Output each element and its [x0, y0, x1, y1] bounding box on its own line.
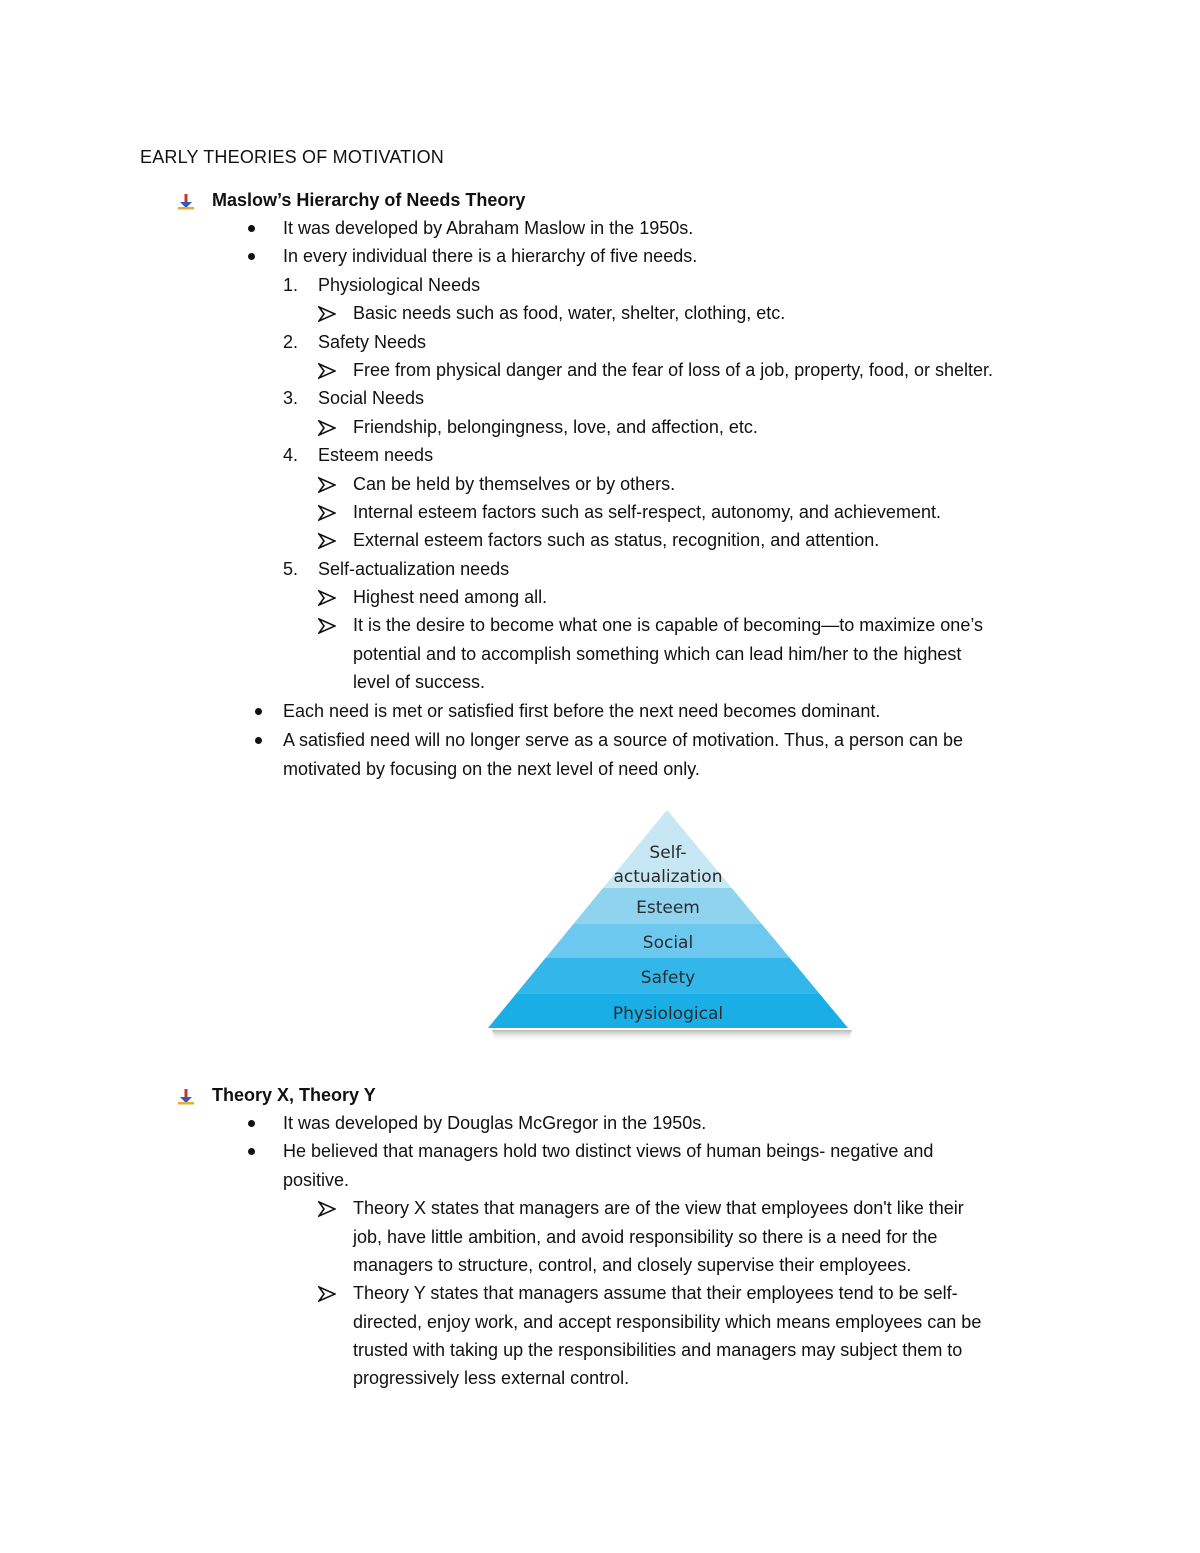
pyramid-label-self: Self-	[649, 843, 687, 863]
need-number: 5.	[283, 559, 299, 579]
need-point: It is the desire to become what one is capable of becoming—to maximize one’s	[353, 615, 983, 635]
need-number: 1.	[283, 275, 299, 295]
theory-point-continued: trusted with taking up the responsibilities and managers may subject them to	[353, 1340, 963, 1360]
need-label: Safety Needs	[318, 332, 427, 352]
list-item: It was developed by Abraham Maslow in the 1950s.	[283, 218, 694, 238]
bullet-icon	[255, 737, 262, 744]
theory-point: Theory X states that managers are of the view that employees don't like their	[353, 1198, 964, 1218]
bullet-icon	[248, 225, 255, 232]
need-point: Internal esteem factors such as self-respect, autonomy, and achievement.	[353, 502, 941, 522]
list-item: He believed that managers hold two distinct views of human beings- negative and	[283, 1141, 934, 1161]
need-point: Basic needs such as food, water, shelter, clothing, etc.	[353, 303, 786, 323]
need-number: 4.	[283, 445, 299, 465]
need-label: Self-actualization needs	[318, 559, 510, 579]
need-point: Free from physical danger and the fear of loss of a job, property, food, or shelter.	[353, 360, 994, 380]
need-point: Can be held by themselves or by others.	[353, 474, 676, 494]
list-item: It was developed by Douglas McGregor in the 1950s.	[283, 1113, 707, 1133]
arrow-bullet-icon	[318, 1285, 336, 1303]
list-item: A satisfied need will no longer serve as a source of motivation. Thus, a person can be	[283, 730, 964, 750]
theory-point: Theory Y states that managers assume that their employees tend to be self-	[353, 1283, 958, 1303]
list-item: Each need is met or satisfied first before the next need becomes dominant.	[283, 701, 881, 721]
need-label: Social Needs	[318, 388, 425, 408]
need-point-continued: potential and to accomplish something which can lead him/her to the highest	[353, 644, 962, 664]
pyramid-label-physiological: Physiological	[612, 1004, 724, 1024]
arrow-bullet-icon	[318, 305, 336, 323]
theory-point-continued: job, have little ambition, and avoid responsibility so there is a need for the	[353, 1227, 938, 1247]
need-label: Physiological Needs	[318, 275, 481, 295]
pyramid-label-actualization: actualization	[613, 867, 723, 887]
page-title: EARLY THEORIES OF MOTIVATION	[140, 147, 444, 167]
list-item-continued: positive.	[283, 1170, 350, 1190]
arrow-bullet-icon	[318, 362, 336, 380]
bullet-icon	[248, 1120, 255, 1127]
need-point: Highest need among all.	[353, 587, 548, 607]
need-label: Esteem needs	[318, 445, 434, 465]
need-number: 3.	[283, 388, 299, 408]
theory-point-continued: progressively less external control.	[353, 1368, 630, 1388]
maslow-pyramid-diagram	[478, 806, 856, 1046]
need-number: 2.	[283, 332, 299, 352]
need-point: External esteem factors such as status, recognition, and attention.	[353, 530, 880, 550]
pyramid-label-safety: Safety	[640, 968, 696, 988]
need-point: Friendship, belongingness, love, and affection, etc.	[353, 417, 758, 437]
need-point-continued: level of success.	[353, 672, 486, 692]
pyramid-label-social: Social	[642, 933, 694, 953]
section-arrow-icon	[176, 1087, 196, 1107]
arrow-bullet-icon	[318, 476, 336, 494]
arrow-bullet-icon	[318, 532, 336, 550]
theory-point-continued: directed, enjoy work, and accept responsibility which means employees can be	[353, 1312, 982, 1332]
theory-xy-heading: Theory X, Theory Y	[212, 1085, 376, 1105]
bullet-icon	[248, 253, 255, 260]
section-arrow-icon	[176, 192, 196, 212]
pyramid-label-esteem: Esteem	[636, 898, 700, 918]
arrow-bullet-icon	[318, 1200, 336, 1218]
theory-point-continued: managers to structure, control, and closely supervise their employees.	[353, 1255, 912, 1275]
pyramid-shadow	[492, 1030, 852, 1042]
arrow-bullet-icon	[318, 617, 336, 635]
list-item: In every individual there is a hierarchy of five needs.	[283, 246, 698, 266]
maslow-heading: Maslow’s Hierarchy of Needs Theory	[212, 190, 526, 210]
bullet-icon	[248, 1148, 255, 1155]
arrow-bullet-icon	[318, 504, 336, 522]
list-item-continued: motivated by focusing on the next level of need only.	[283, 759, 700, 779]
bullet-icon	[255, 708, 262, 715]
arrow-bullet-icon	[318, 589, 336, 607]
arrow-bullet-icon	[318, 419, 336, 437]
